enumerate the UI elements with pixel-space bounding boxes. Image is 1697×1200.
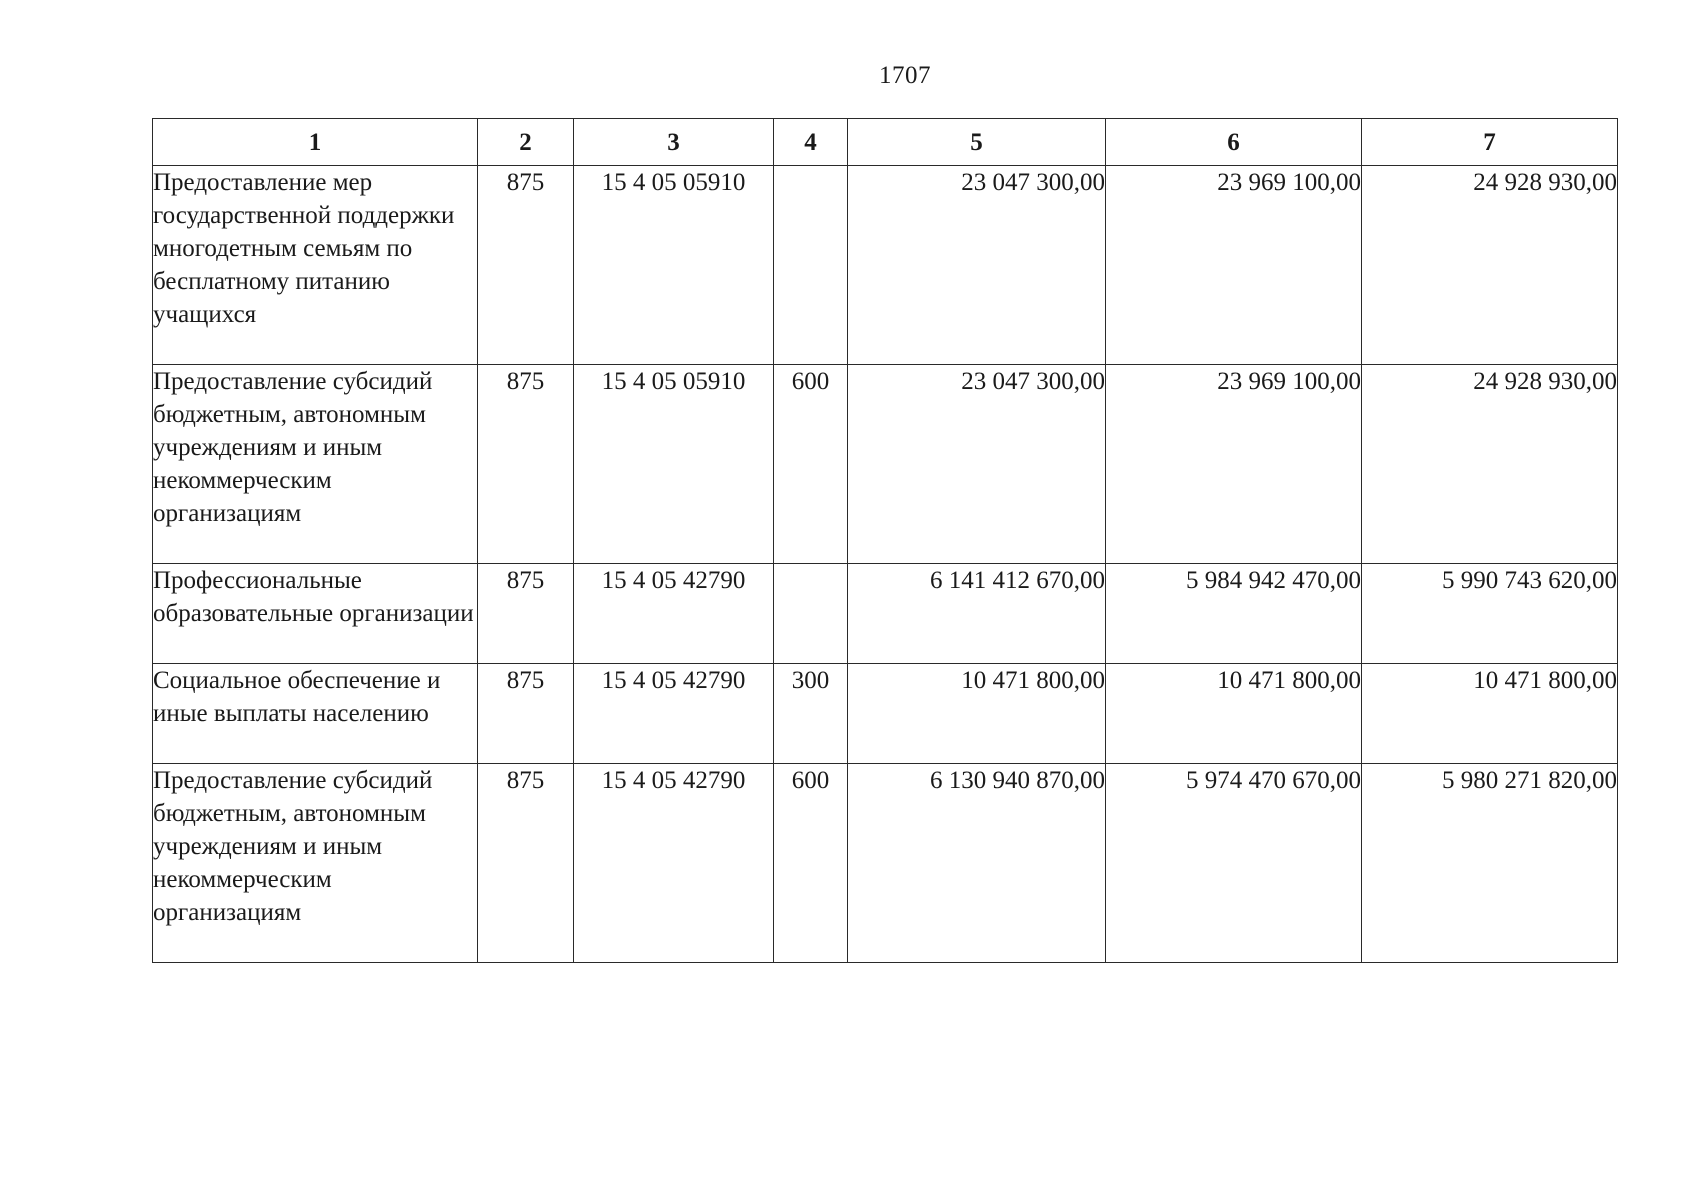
- amount-col5-cell: 23 047 300,00: [848, 365, 1106, 564]
- expense-type-cell: [774, 564, 848, 664]
- target-article-cell: 15 4 05 42790: [574, 564, 774, 664]
- header-cell-4: 4: [774, 119, 848, 166]
- item-name-cell: Предоставление мер государственной поддержки многодетным семьям по бесплатному питанию учащихся: [153, 166, 478, 365]
- table-row: [153, 664, 1618, 764]
- amount-col7-cell: 5 980 271 820,00: [1362, 764, 1618, 963]
- target-article-cell: 15 4 05 42790: [574, 764, 774, 963]
- amount-col6-cell: 23 969 100,00: [1106, 166, 1362, 365]
- amount-col5-cell: 6 130 940 870,00: [848, 764, 1106, 963]
- amount-col7-cell: 24 928 930,00: [1362, 365, 1618, 564]
- expense-type-cell: [774, 166, 848, 365]
- budget-table: [152, 118, 1618, 963]
- expense-type-cell: 600: [774, 365, 848, 564]
- header-cell-2: 2: [478, 119, 574, 166]
- header-row: [153, 119, 1618, 166]
- page-number: 1707: [879, 62, 931, 89]
- amount-col6-cell: 10 471 800,00: [1106, 664, 1362, 764]
- grbs-code-cell: 875: [478, 764, 574, 963]
- header-cell-5: 5: [848, 119, 1106, 166]
- amount-col5-cell: 6 141 412 670,00: [848, 564, 1106, 664]
- expense-type-cell: 300: [774, 664, 848, 764]
- grbs-code-cell: 875: [478, 166, 574, 365]
- amount-col5-cell: 23 047 300,00: [848, 166, 1106, 365]
- item-name-cell: Предоставление субсидий бюджетным, автономным учреждениям и иным некоммерческим организациям: [153, 365, 478, 564]
- table-row: [153, 764, 1618, 963]
- header-cell-3: 3: [574, 119, 774, 166]
- item-name-cell: Социальное обеспечение и иные выплаты населению: [153, 664, 478, 764]
- amount-col6-cell: 23 969 100,00: [1106, 365, 1362, 564]
- target-article-cell: 15 4 05 05910: [574, 365, 774, 564]
- amount-col7-cell: 5 990 743 620,00: [1362, 564, 1618, 664]
- grbs-code-cell: 875: [478, 664, 574, 764]
- table-row: [153, 365, 1618, 564]
- amount-col5-cell: 10 471 800,00: [848, 664, 1106, 764]
- expense-type-cell: 600: [774, 764, 848, 963]
- amount-col6-cell: 5 974 470 670,00: [1106, 764, 1362, 963]
- amount-col7-cell: 24 928 930,00: [1362, 166, 1618, 365]
- grbs-code-cell: 875: [478, 564, 574, 664]
- item-name-cell: Предоставление субсидий бюджетным, автономным учреждениям и иным некоммерческим организациям: [153, 764, 478, 963]
- header-cell-7: 7: [1362, 119, 1618, 166]
- amount-col6-cell: 5 984 942 470,00: [1106, 564, 1362, 664]
- header-cell-6: 6: [1106, 119, 1362, 166]
- header-cell-1: 1: [153, 119, 478, 166]
- item-name-cell: Профессиональные образовательные организации: [153, 564, 478, 664]
- target-article-cell: 15 4 05 42790: [574, 664, 774, 764]
- table-row: [153, 564, 1618, 664]
- table-row: [153, 166, 1618, 365]
- target-article-cell: 15 4 05 05910: [574, 166, 774, 365]
- grbs-code-cell: 875: [478, 365, 574, 564]
- amount-col7-cell: 10 471 800,00: [1362, 664, 1618, 764]
